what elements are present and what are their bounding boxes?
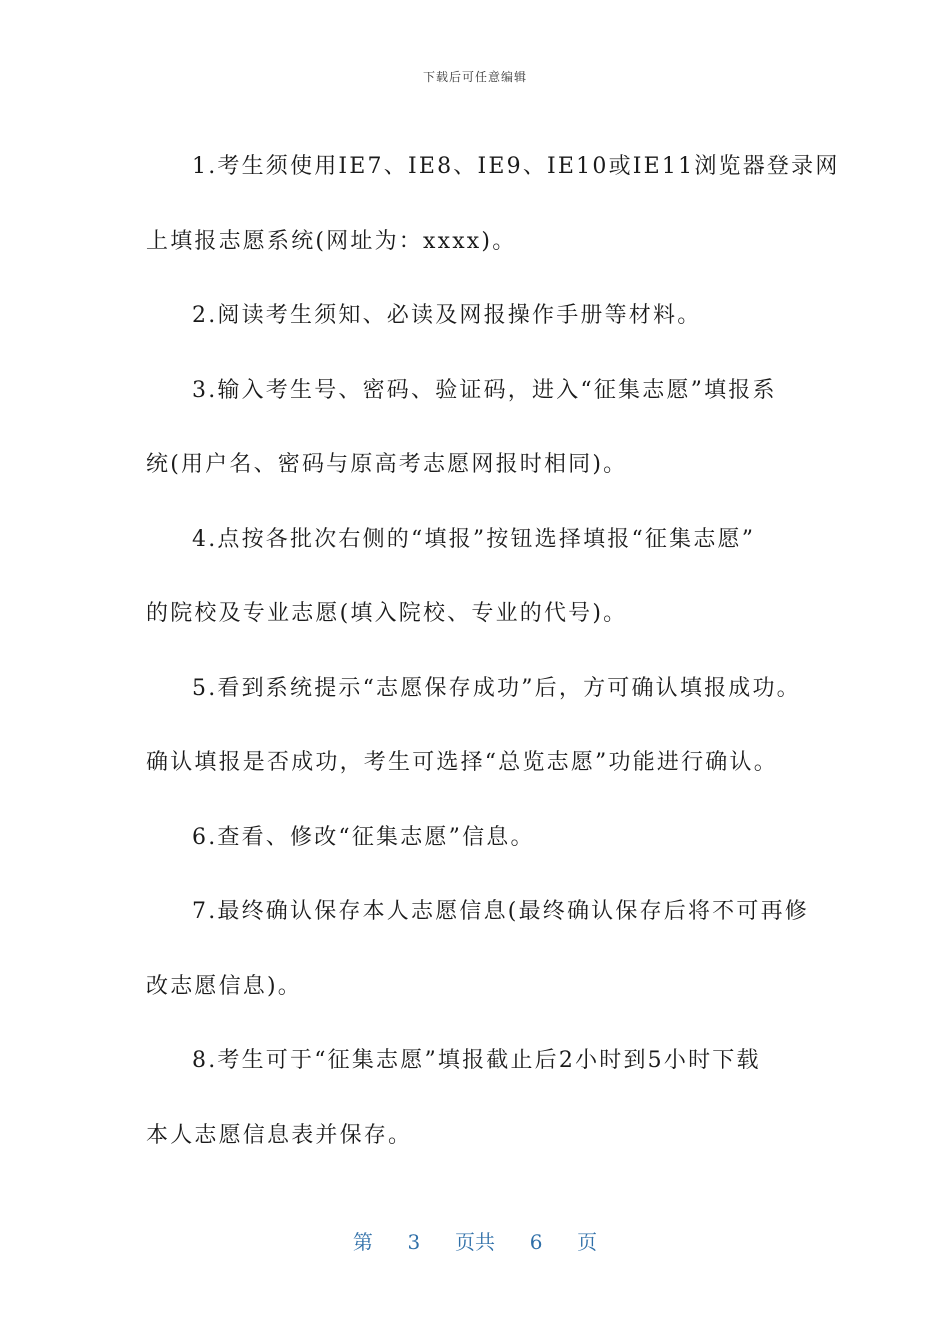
footer-current-page: 3 xyxy=(407,1230,421,1254)
paragraph-line: 本人志愿信息表并保存。 xyxy=(146,1122,413,1148)
document-body xyxy=(146,130,840,1173)
paragraph-line: 的院校及专业志愿(填入院校、专业的代号)。 xyxy=(146,601,628,626)
footer-suffix: 页 xyxy=(577,1230,598,1254)
footer-total-pages: 6 xyxy=(529,1230,543,1254)
paragraph-line: 4.点按各批次右侧的“填报”按钮选择填报“征集志愿” xyxy=(192,526,756,552)
paragraph-line: 上填报志愿系统(网址为：xxxx)。 xyxy=(146,228,517,254)
header-note: 下载后可任意编辑 xyxy=(422,70,527,84)
paragraph-line: 5.看到系统提示“志愿保存成功”后，方可确认填报成功。 xyxy=(192,675,801,701)
paragraph-line: 改志愿信息)。 xyxy=(146,973,302,999)
paragraph-line: 8.考生可于“征集志愿”填报截止后2小时到5小时下载 xyxy=(192,1048,761,1073)
paragraph-line: 7.最终确认保存本人志愿信息(最终确认保存后将不可再修 xyxy=(192,899,809,924)
paragraph-line: 6.查看、修改“征集志愿”信息。 xyxy=(192,824,535,850)
footer-prefix: 第 xyxy=(352,1230,373,1254)
paragraph-line: 1.考生须使用IE7、IE8、IE9、IE10或IE11浏览器登录网 xyxy=(192,154,840,179)
paragraph-line: 3.输入考生号、密码、验证码，进入“征集志愿”填报系 xyxy=(192,377,777,403)
paragraph-line: 2.阅读考生须知、必读及网报操作手册等材料。 xyxy=(192,303,702,328)
page-footer xyxy=(0,1226,950,1255)
paragraph-line: 统(用户名、密码与原高考志愿网报时相同)。 xyxy=(146,452,628,477)
paragraph-line: 确认填报是否成功，考生可选择“总览志愿”功能进行确认。 xyxy=(146,750,778,775)
footer-middle: 页共 xyxy=(455,1230,495,1254)
